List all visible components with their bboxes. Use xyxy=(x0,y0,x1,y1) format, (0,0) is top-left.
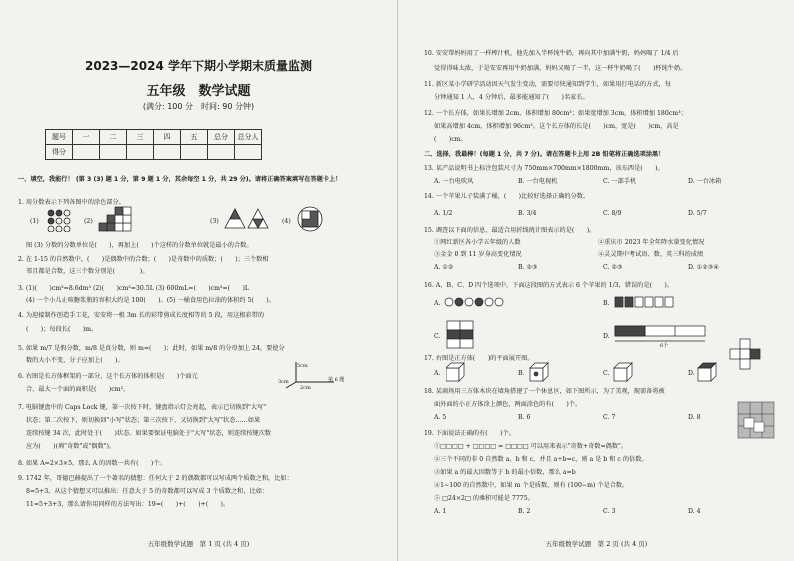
score-cell: 二 xyxy=(100,130,127,145)
q16-figure-b-bars xyxy=(614,296,694,308)
question-12-line-2: 如果高增加 4cm，体积增加 96cm³。这个长方体的长是( )cm，宽是( )cm，高是 xyxy=(434,123,679,130)
question-11-cont: 分钟通知 1 人，4 分钟后，最多能通知了( )名家长。 xyxy=(434,94,589,101)
q1-figure-triangles xyxy=(224,208,270,230)
question-12-line-3: ( )cm。 xyxy=(434,136,467,143)
q16-option-b[interactable]: B. xyxy=(603,300,610,307)
question-9: 9. 1742 年，哥德巴赫提出了一个著名的猜想：任何大于 2 的偶数都可以写成两个质数之和，比如： xyxy=(18,475,293,482)
question-18: 18. 某商场用三方体木块在墙角搭建了一个休息区，如下图所示，为了美观，现需备将被 xyxy=(424,388,665,395)
q19-option-b[interactable]: B. 2 xyxy=(518,508,531,515)
question-14: 14. 一个苹果儿子装满了桶，( )比较好选择正确的分数。 xyxy=(424,193,590,200)
score-cell: 总分 xyxy=(208,130,235,145)
question-13: 13. 某产品说明书上标注包装尺寸为 750mm×700mm×1800mm，该东西是( )。 xyxy=(424,165,664,172)
q17-cube-net xyxy=(726,338,766,372)
question-6: 6. 右图是长方体框架的一部分，这个长方体的体积是( )个面元 xyxy=(18,373,198,380)
figure-label: (4) xyxy=(282,218,291,225)
page-2 xyxy=(397,0,794,561)
q19-statement-4: ④1~100 的自然数中，如果 m 个是质数，则有 (100−m) 个是合数。 xyxy=(434,482,629,489)
page-2-footer: 五年级数学试题 第 2 页 (共 4 页) xyxy=(545,540,648,548)
score-cell: 一 xyxy=(73,130,100,145)
score-cell[interactable] xyxy=(100,145,127,160)
question-3-cont: (4) 一个小儿止咳糖浆瓶的容积大约是 100( )。(5) 一桶食用色拉油的体积约 5( )。 xyxy=(26,297,275,304)
q13-option-d[interactable]: D. 一台冰箱 xyxy=(688,178,722,185)
q6-length-label: 5cm xyxy=(297,363,308,369)
q19-statement-5: ⑤ □24×2□ 的乘积可能是 7775。 xyxy=(434,495,534,502)
score-cell[interactable] xyxy=(181,145,208,160)
figure-label: (2) xyxy=(84,218,93,225)
question-17: 17. 右图是正方体( )的平面展开图。 xyxy=(424,355,534,362)
question-7-line-3: 连续按键 34 次，此时处于( )状态。如果要保证电脑处于"大写"状态，则连续按键次数 xyxy=(26,430,272,437)
page-1-footer: 五年级数学试题 第 1 页 (共 4 页) xyxy=(147,540,250,548)
score-cell[interactable] xyxy=(73,145,100,160)
score-table xyxy=(45,129,262,160)
q19-option-d[interactable]: D. 4 xyxy=(688,508,701,515)
question-9-line-2: 8=5+3。从这个猜想又可以推出：任意大于 5 的奇数都可以写成 3 个质数之和，比如： xyxy=(26,488,269,495)
q15-option-a[interactable]: A. ①② xyxy=(434,264,454,271)
q17-option-c[interactable]: C. xyxy=(603,370,610,377)
q1-figure-staircase xyxy=(98,206,132,232)
question-5: 5. 如果 m/7 是假分数，m/8 是真分数，则 m=( )；此时，如果 m/8 的分母加上 24，要使分 xyxy=(18,345,285,352)
q6-caption: 第 6 题 xyxy=(328,377,345,383)
q14-option-c[interactable]: C. 8/9 xyxy=(603,210,622,217)
q14-option-a[interactable]: A. 1/2 xyxy=(434,210,453,217)
question-6-cont: 合，最大一个面的面积是( )cm²。 xyxy=(26,386,130,393)
q15-option-d[interactable]: D. ①②③④ xyxy=(688,264,719,271)
q15-statement-1: ①网红新区各小学五年级的人数 xyxy=(434,239,521,246)
question-2: 2. 在 1-15 的自然数中，( )是偶数中的合数；( )是奇数中的质数；( )；三个数相 xyxy=(18,256,269,263)
score-cell[interactable] xyxy=(154,145,181,160)
q15-statement-4: ④灵灵期中考试语、数、英三科的成绩 xyxy=(598,251,704,258)
q18-option-a[interactable]: A. 5 xyxy=(434,414,447,421)
question-7-line-4: 应为( )(填"奇数"或"偶数")。 xyxy=(26,443,116,450)
figure-label: (1) xyxy=(30,218,39,225)
q15-option-b[interactable]: B. ②③ xyxy=(518,264,538,271)
question-3: 3. (1)( )cm³=8.6dm³ (2)( )cm³=30.5L (3) 600mL=( )cm³=( )L xyxy=(18,285,249,292)
q13-option-a[interactable]: A. 一台电吹风 xyxy=(434,178,474,185)
question-16: 16. A、B、C、D 四个选项中，下面这段图的方式表示 6 个苹果的 1/3，错误的是( )。 xyxy=(424,282,673,289)
section-2-heading: 二、选择，我最棒！(每题 1 分，共 7 分)。请在答题卡上用 2B 铅笔将正确选项涂黑！ xyxy=(424,151,665,158)
q1-figure-circle-square xyxy=(297,206,323,232)
q14-option-b[interactable]: B. 3/4 xyxy=(518,210,537,217)
question-2-cont: 邻且都是合数，这三个数分别是( )。 xyxy=(26,268,149,275)
question-7: 7. 电脑键盘中的 Caps Lock 键，第一次按下时，键盘指示灯会亮起，表示已切换到"大写" xyxy=(18,404,267,411)
question-4-cont: ( )；每段长( )m。 xyxy=(26,326,98,333)
q18-option-d[interactable]: D. 8 xyxy=(688,414,701,421)
q17-option-a[interactable]: A. xyxy=(434,370,441,377)
figure-label: (3) xyxy=(210,218,219,225)
q1-figure-circles xyxy=(46,208,76,232)
q16-option-a[interactable]: A. xyxy=(434,300,441,307)
q18-cube-stack-figure xyxy=(736,400,778,440)
q19-statement-3: ③如果 a 的最大因数等于 b 的最小倍数，那么 a=b xyxy=(434,469,576,476)
score-cell: 得分 xyxy=(46,145,73,160)
score-cell: 三 xyxy=(127,130,154,145)
q15-option-c[interactable]: C. ②③ xyxy=(603,264,623,271)
score-cell[interactable] xyxy=(127,145,154,160)
question-1-followup: 图 (3) 分数的分数单位是( )，再加上( )个这样的分数单位就是最小的合数。 xyxy=(26,242,253,249)
score-cell: 总分人 xyxy=(235,130,262,145)
question-9-line-3: 11=5+3+3，那么请你用同样的方法写出：19=( )+( )+( )。 xyxy=(26,501,230,508)
q13-option-c[interactable]: C. 一部手机 xyxy=(603,178,637,185)
q16-option-c[interactable]: C. xyxy=(434,333,441,340)
q19-option-c[interactable]: C. 3 xyxy=(603,508,616,515)
exam-subtitle: 五年级 数学试题 xyxy=(146,84,251,99)
q19-option-a[interactable]: A. 1 xyxy=(434,508,447,515)
q6-height-label: 2cm xyxy=(300,385,311,391)
question-1: 1. 用分数表示下列各图中的涂色部分。 xyxy=(18,199,125,206)
question-11: 11. 新区某小学研学活动因天气发生变动，需要尽快通知到学生，如果用打电话的方式，每 xyxy=(424,81,671,88)
q16-d-total-label: 6个 xyxy=(660,343,669,349)
question-10-cont: 觉得得味太浓，于是安安再用牛奶加满，妈妈又喝了一半，这一杯牛奶喝了( )杯纯牛奶。 xyxy=(434,65,687,72)
score-cell[interactable] xyxy=(208,145,235,160)
q18-option-c[interactable]: C. 7 xyxy=(603,414,616,421)
score-cell[interactable] xyxy=(235,145,262,160)
q16-figure-a-circles xyxy=(444,296,534,308)
question-15: 15. 调查以下面的信息，最适合用折线统计图表示的是( )。 xyxy=(424,227,596,234)
question-12: 12. 一个长方体，如果长增加 2cm，体积增加 80cm³；如果宽增加 3cm，体积增加 180cm³； xyxy=(424,110,687,117)
q17-option-d[interactable]: D. xyxy=(688,370,695,377)
exam-title: 2023—2024 学年下期小学期末质量监测 xyxy=(85,59,312,73)
q18-option-b[interactable]: B. 6 xyxy=(518,414,531,421)
score-table-row-header xyxy=(46,130,262,145)
section-1-heading: 一、填空，我能行！ (第 3 (3) 题 1 分，第 9 题 1 分，其余每空 1 分，共 29 分)。请将正确答案填写在答题卡上！ xyxy=(18,176,342,183)
question-19: 19. 下面说法正确的有( )个。 xyxy=(424,430,515,437)
q16-figure-c-grid xyxy=(446,320,476,350)
q14-option-d[interactable]: D. 5/7 xyxy=(688,210,707,217)
question-4: 4. 为迎接制作创造手工花，安安将一根 3m 长的彩带剪成长度相等的 5 段，用这根彩带的 xyxy=(18,312,265,319)
q19-statement-2: ②三个不同的非 0 自然数 a、b 和 c，并且 a÷b=c，则 a 是 b 和 c 的倍数。 xyxy=(434,456,648,463)
exam-meta: (满分: 100 分 时间: 90 分钟) xyxy=(142,102,255,111)
score-table-row-score xyxy=(46,145,262,160)
question-7-line-2: 状态；第二次按下，则切换回"小写"状态；第三次按下，又切换到"大写"状态……如果 xyxy=(26,417,261,424)
q16-option-d[interactable]: D. xyxy=(603,333,610,340)
q13-option-b[interactable]: B. 一台电视机 xyxy=(518,178,558,185)
q19-statement-1: ①□□□□ + □□□□ = □□□□ 可以用来表示"奇数+奇数=偶数"。 xyxy=(434,443,628,450)
score-cell: 四 xyxy=(154,130,181,145)
q15-statement-3: ③金金 0 到 11 岁身高变化情况 xyxy=(434,251,522,258)
score-cell: 题号 xyxy=(46,130,73,145)
question-18-cont: 面外面的小正方体涂上颜色，两面涂色的有( )个。 xyxy=(434,401,582,408)
q6-width-label: 3cm xyxy=(278,379,289,385)
q17-option-b[interactable]: B. xyxy=(518,370,525,377)
question-8: 8. 如果 A=2×3×5，那么 A 的因数一共有( )个。 xyxy=(18,460,166,467)
q15-statement-2: ②重庆市 2023 年全年降水量变化情况 xyxy=(598,239,705,246)
question-10: 10. 安安帮妈妈用了一样榨汁机，他先加入半杯纯牛奶，再向其中加满牛奶，妈妈喝了 1/4 后 xyxy=(424,50,679,57)
score-cell: 五 xyxy=(181,130,208,145)
question-5-cont: 数的大小不变，分子应加上( )。 xyxy=(26,357,124,364)
